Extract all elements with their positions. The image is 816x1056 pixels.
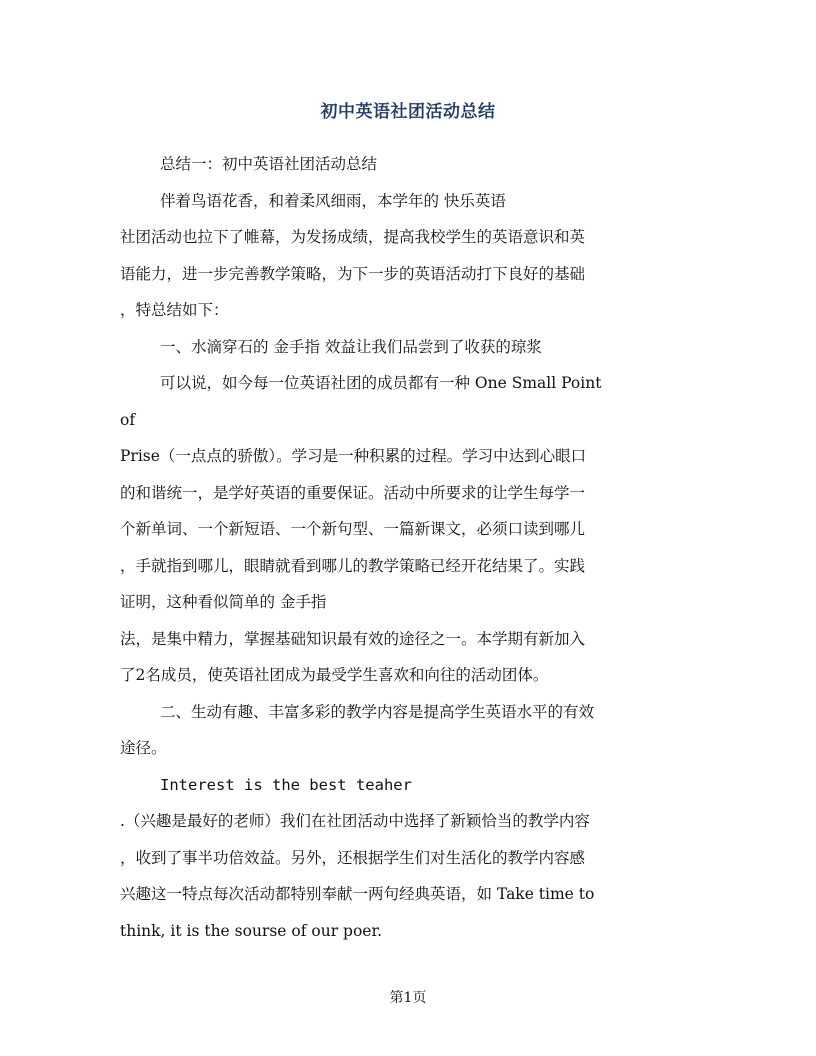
paragraph-line: .（兴趣是最好的老师）我们在社团活动中选择了新颖恰当的教学内容	[120, 812, 590, 830]
paragraph-line: 了2名成员，使英语社团成为最受学生喜欢和向往的活动团体。	[120, 666, 549, 684]
paragraph-line: ，收到了事半功倍效益。另外，还根据学生们对生活化的教学内容感	[120, 848, 586, 867]
section-heading-two: 二、生动有趣、丰富多彩的教学内容是提高学生英语水平的有效	[160, 702, 595, 721]
paragraph-line: 伴着鸟语花香，和着柔风细雨，本学年的 快乐英语	[160, 191, 506, 210]
paragraph-line: 证明，这种看似简单的 金手指	[120, 593, 327, 611]
paragraph-line: 法，是集中精力，掌握基础知识最有效的途径之一。本学期有新加入	[120, 629, 586, 648]
document-body	[120, 146, 695, 949]
paragraph-line: ，特总结如下：	[120, 301, 229, 319]
paragraph-line: 社团活动也拉下了帷幕，为发扬成绩，提高我校学生的英语意识和英	[120, 228, 586, 246]
paragraph-line: of	[120, 410, 136, 429]
paragraph-line: ，手就指到哪儿，眼睛就看到哪儿的教学策略已经开花结果了。实践	[120, 556, 586, 575]
paragraph-line: 的和谐统一，是学好英语的重要保证。活动中所要求的让学生每学一	[120, 483, 586, 502]
paragraph-line: 兴趣这一特点每次活动都特别奉献一两句经典英语，如 Take time to	[120, 885, 595, 903]
section-heading-one: 一、水滴穿石的 金手指 效益让我们品尝到了收获的琼浆	[160, 337, 542, 356]
paragraph-line-english: Interest is the best teaher	[160, 775, 412, 794]
section-heading-summary-one: 总结一：初中英语社团活动总结	[160, 155, 378, 173]
document-title: 初中英语社团活动总结	[320, 102, 496, 122]
paragraph-line: 语能力，进一步完善教学策略，为下一步的英语活动打下良好的基础	[120, 264, 586, 283]
page-number: 第1页	[389, 990, 427, 1006]
paragraph-line: 可以说，如今每一位英语社团的成员都有一种 One Small Point	[160, 374, 602, 392]
paragraph-line: Prise（一点点的骄傲）。学习是一种积累的过程。学习中达到心眼口	[120, 447, 587, 465]
paragraph-line: 个新单词、一个新短语、一个新句型、一篇新课文，必须口读到哪儿	[120, 520, 586, 538]
paragraph-line: 途径。	[120, 739, 167, 757]
paragraph-line: think, it is the sourse of our poer.	[120, 921, 383, 940]
